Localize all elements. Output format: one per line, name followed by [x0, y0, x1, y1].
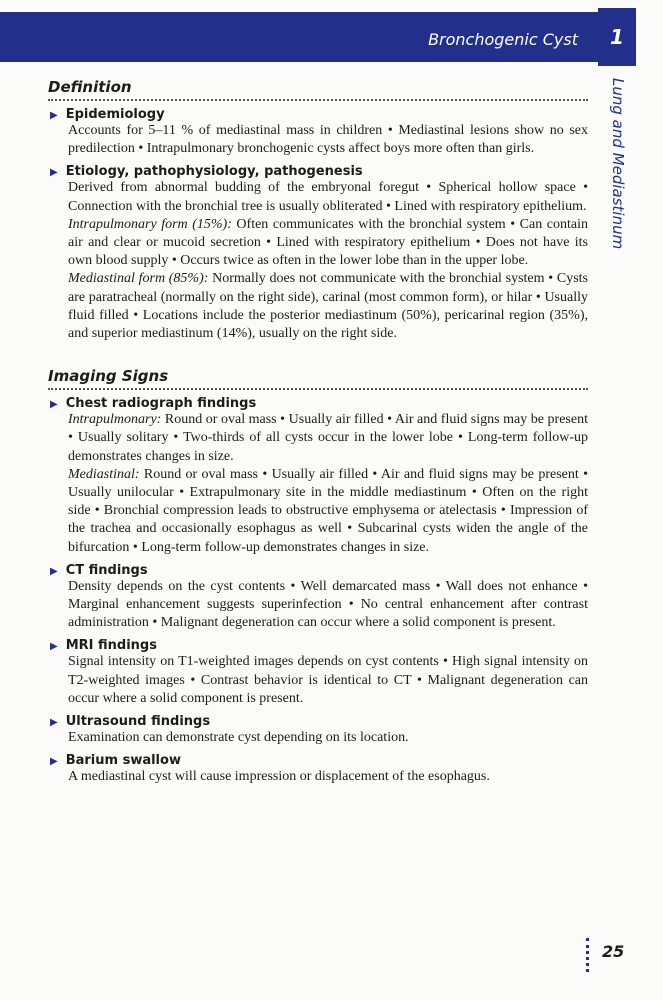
subsection	[48, 164, 588, 343]
paragraph	[68, 466, 588, 557]
paragraph-text: Round or oval mass • Usually air filled • Air and fluid signs may be present • Usually unilocular • Extrapulmonary site in the middle mediastinum • Often on the right side • Bronchial compression leads to obstructive emphysema or atelectasis • Impression of the trachea and occasionally esophagus as well • Subcarinal cysts widen the angle of the bifurcation • Long-term follow-up demonstrates changes in size.	[68, 466, 588, 555]
paragraph	[68, 653, 588, 708]
paragraph-lead: Mediastinal:	[68, 466, 140, 482]
paragraph	[68, 122, 588, 158]
subsection-body	[68, 729, 588, 747]
subsection-body	[68, 578, 588, 633]
subsection-body	[68, 179, 588, 343]
paragraph-lead: Mediastinal form (85%):	[68, 271, 209, 287]
paragraph	[68, 179, 588, 215]
paragraph-lead: Intrapulmonary form (15%):	[68, 216, 232, 232]
subsection	[48, 714, 588, 747]
paragraph	[68, 216, 588, 271]
paragraph	[68, 729, 588, 747]
subsection	[48, 107, 588, 158]
header-title: Bronchogenic Cyst	[428, 30, 578, 49]
paragraph-text: Signal intensity on T1-weighted images depends on cyst contents • High signal intensity on T2-weighted images • Contrast behavior is identical to CT • Malignant degeneration can occur where a solid component is present.	[68, 654, 588, 706]
paragraph-lead: Intrapulmonary:	[68, 412, 162, 428]
subsection	[48, 396, 588, 557]
subsection	[48, 638, 588, 708]
header-bar	[0, 12, 598, 62]
paragraph-text: Normally does not communicate with the bronchial system • Cysts are paratracheal (normally on the right side), carinal (most common form), or hilar • Usually fluid filled • Locations include the posterior mediastinum (50%), pericarinal region (35%), and superior mediastinum (14%), usually on the right side.	[68, 271, 588, 342]
paragraph-text: Density depends on the cyst contents • Well demarcated mass • Wall does not enhance • Marginal enhancement suggests superinfection • No central enhancement after contrast administration • Malignant degeneration can occur where a solid component is present.	[68, 578, 588, 631]
paragraph-text: A mediastinal cyst will cause impression or displacement of the esophagus.	[68, 769, 490, 785]
subsection-heading-text: Chest radiograph findings	[65, 396, 257, 412]
subsection-heading-text: Etiology, pathophysiology, pathogenesis	[65, 164, 363, 180]
bullet-arrow-icon: ▶	[50, 756, 58, 768]
subsection	[48, 753, 588, 786]
imaging-signs-section	[48, 367, 588, 786]
chapter-number-tab: 1	[598, 8, 636, 66]
subsection-heading	[50, 107, 588, 122]
page-number: 25	[602, 942, 625, 961]
subsection-body	[68, 411, 588, 557]
subsection-body	[68, 768, 588, 786]
paragraph-text: Often communicates with the bronchial system • Can contain air and clear or mucoid secretion • Lined with respiratory epithelium • Does not have its own blood supply • Occurs twice as often in the lower lobe than in the upper lobe.	[68, 216, 588, 269]
footer-dots	[586, 938, 591, 972]
subsection-body	[68, 122, 588, 158]
subsection-heading	[50, 563, 588, 578]
subsection-heading	[50, 714, 588, 729]
subsection-heading-text: Ultrasound findings	[65, 714, 211, 730]
bullet-arrow-icon: ▶	[50, 641, 58, 653]
paragraph-text: Examination can demonstrate cyst depending on its location.	[68, 730, 409, 746]
imaging-items	[48, 396, 588, 786]
subsection-heading	[50, 396, 588, 411]
paragraph-text: Derived from abnormal budding of the embryonal foregut • Spherical hollow space • Connection with the bronchial tree is usually obliterated • Lined with respiratory epithelium.	[68, 180, 588, 214]
subsection-body	[68, 653, 588, 708]
bullet-arrow-icon: ▶	[50, 167, 58, 179]
bullet-arrow-icon: ▶	[50, 717, 58, 729]
paragraph	[68, 768, 588, 786]
paragraph	[68, 578, 588, 633]
subsection-heading	[50, 753, 588, 768]
subsection-heading-text: MRI findings	[65, 638, 157, 654]
page-content	[48, 78, 588, 786]
subsection-heading-text: Epidemiology	[65, 107, 165, 122]
section-title-definition: Definition	[48, 78, 588, 101]
paragraph-text: Accounts for 5–11 % of mediastinal mass in children • Mediastinal lesions show no sex predilection • Intrapulmonary bronchogenic cysts affect boys more often than girls.	[68, 123, 588, 157]
paragraph	[68, 270, 588, 343]
definition-section	[48, 78, 588, 343]
chapter-side-label: Lung and Mediastinum	[609, 78, 627, 250]
section-title-imaging-signs: Imaging Signs	[48, 367, 588, 390]
definition-items	[48, 107, 588, 343]
paragraph-text: Round or oval mass • Usually air filled • Air and fluid signs may be present • Usually solitary • Two-thirds of all cysts occur in the lower lobe • Long-term follow-up demonstrates changes in size.	[68, 412, 588, 464]
bullet-arrow-icon: ▶	[50, 110, 58, 121]
subsection-heading-text: CT findings	[65, 562, 148, 578]
subsection-heading-text: Barium swallow	[65, 753, 181, 769]
subsection-heading	[50, 164, 588, 179]
subsection	[48, 563, 588, 633]
subsection-heading	[50, 638, 588, 653]
bullet-arrow-icon: ▶	[50, 565, 58, 577]
bullet-arrow-icon: ▶	[50, 399, 58, 411]
paragraph	[68, 411, 588, 466]
